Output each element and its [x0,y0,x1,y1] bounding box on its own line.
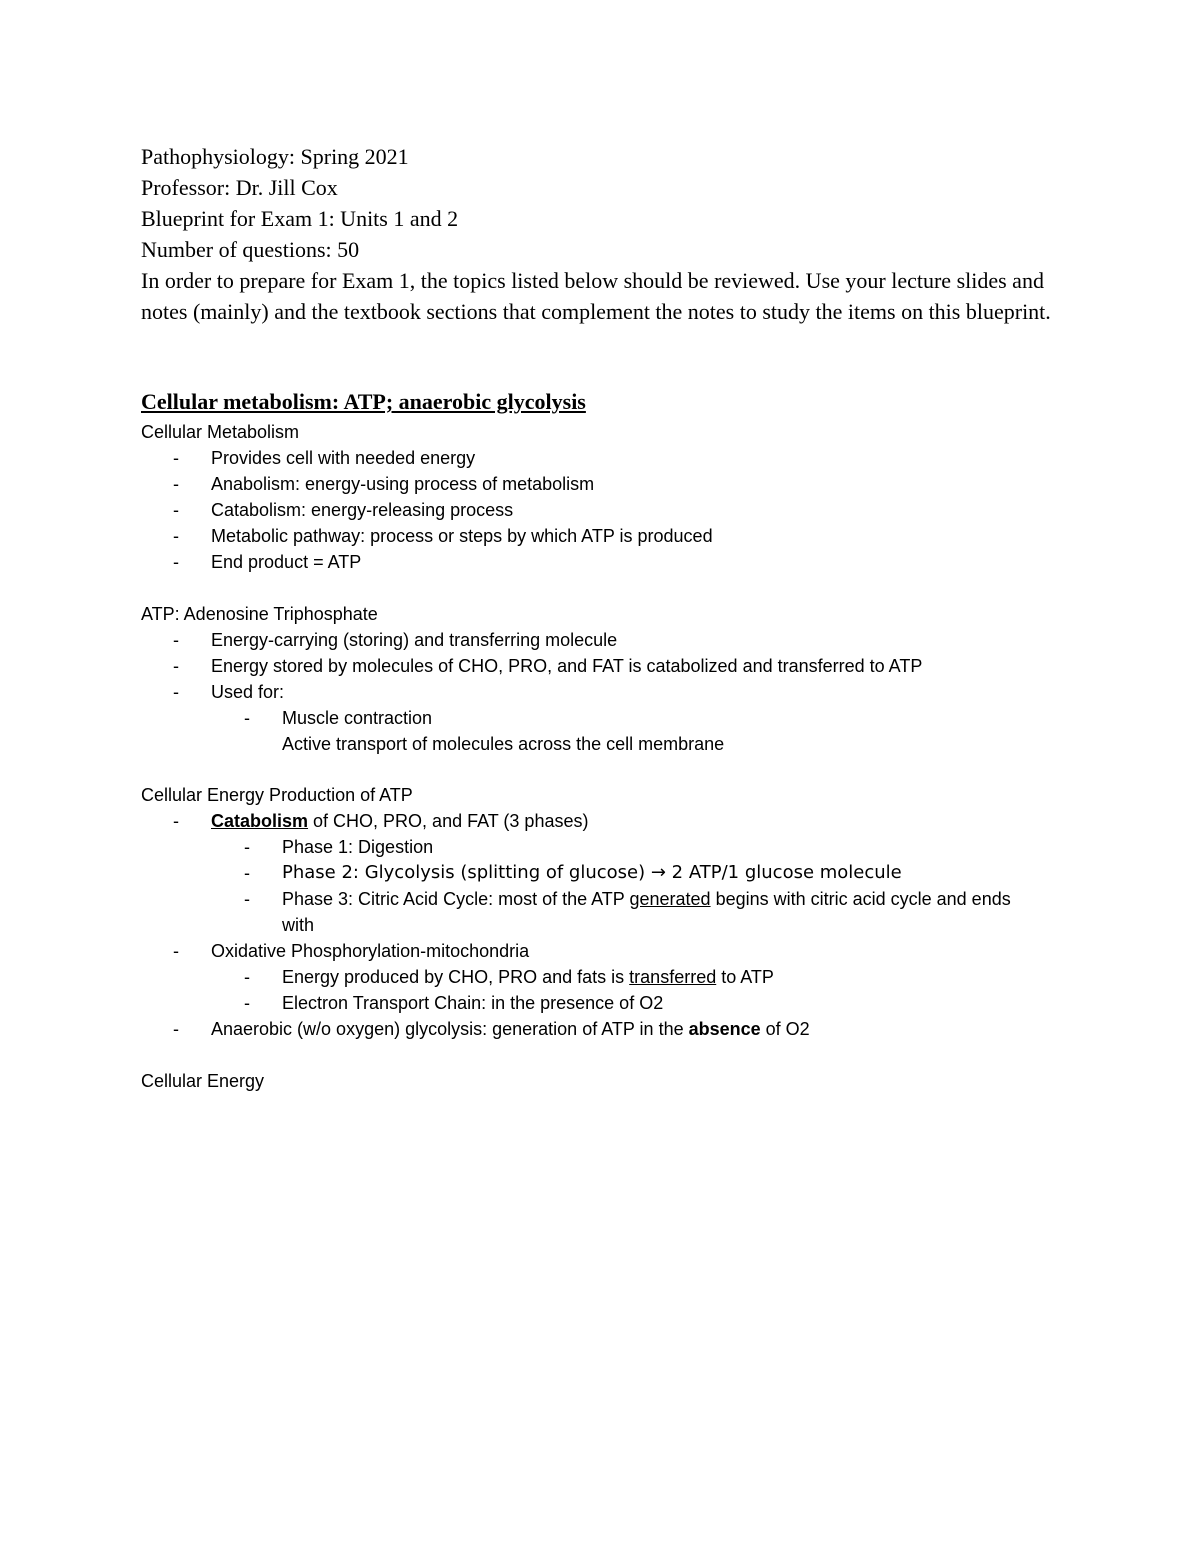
list-item: - Metabolic pathway: process or steps by which ATP is produced [173,526,713,546]
sub-list-item: - Phase 1: Digestion [244,837,434,857]
sub-list-item: - Phase 2: Glycolysis (splitting of glucose) → 2 ATP/1 glucose molecule [244,862,902,883]
block-title: Cellular Energy Production of ATP [141,785,413,805]
cellular-metabolism-block [141,419,1071,575]
sub-list-item: - Phase 3: Citric Acid Cycle: most of the ATP generated begins with citric acid cycle and ends with [244,889,1011,935]
sub-list-item: Active transport of molecules across the cell membrane [282,734,725,754]
list-item: - Catabolism of CHO, PRO, and FAT (3 phases) [173,811,589,831]
list-item: - Oxidative Phosphorylation-mitochondria [173,941,530,961]
document-header [141,141,1071,327]
list-item: - Energy stored by molecules of CHO, PRO, and FAT is catabolized and transferred to ATP [173,656,923,676]
list-item: - Anabolism: energy-using process of metabolism [173,474,595,494]
course-line: Pathophysiology: Spring 2021 [141,144,409,169]
sub-list-item: - Electron Transport Chain: in the presence of O2 [244,993,664,1013]
list-item: - Used for: [173,682,285,702]
questions-line: Number of questions: 50 [141,237,360,262]
list-item: - End product = ATP [173,552,362,572]
list-item: - Catabolism: energy-releasing process [173,500,514,520]
intro-paragraph: In order to prepare for Exam 1, the topics listed below should be reviewed. Use your lecture slides and notes (mainly) and the textbook sections that complement the notes to study the items on this blueprint. [141,268,1051,324]
cellular-energy-block [141,1068,1071,1094]
list-item: - Provides cell with needed energy [173,448,476,468]
block-title: Cellular Energy [141,1071,265,1091]
block-title: Cellular Metabolism [141,422,300,442]
section-heading: Cellular metabolism: ATP; anaerobic glycolysis [141,389,586,414]
list-item: - Energy-carrying (storing) and transferring molecule [173,630,618,650]
atp-block [141,601,1071,757]
sub-list-item: - Energy produced by CHO, PRO and fats is transferred to ATP [244,967,774,987]
block-title: ATP: Adenosine Triphosphate [141,604,378,624]
catabolism-term: Catabolism [211,811,309,831]
list-item: - Anaerobic (w/o oxygen) glycolysis: generation of ATP in the absence of O2 [173,1019,810,1039]
professor-line: Professor: Dr. Jill Cox [141,175,338,200]
production-block [141,782,1071,1042]
sub-list-item: - Muscle contraction [244,708,433,728]
blueprint-line: Blueprint for Exam 1: Units 1 and 2 [141,206,459,231]
